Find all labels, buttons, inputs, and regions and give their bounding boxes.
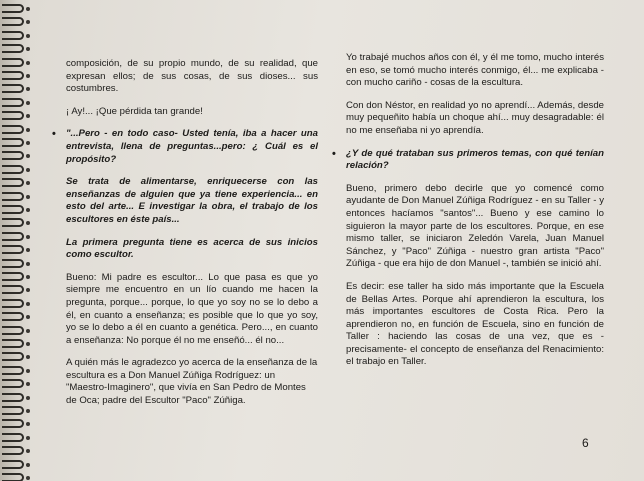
binding-ring-icon	[2, 31, 24, 40]
binding-ring-icon	[2, 84, 24, 93]
binding-ring-icon	[2, 205, 24, 214]
binding-ring-icon	[2, 259, 24, 268]
binding-ring-icon	[2, 71, 24, 80]
binding-ring-icon	[2, 446, 24, 455]
right-column	[332, 52, 604, 379]
paragraph: Es decir: ese taller ha sido más importante que la Escuela de Bellas Artes. Porque ahí aprendieron la escultura, los más importantes escultores de Costa Rica. Pero la aprendieron no, en función de Escuela, sino en función de Taller : haciendo las cosas de una vez, que es -precisamente- el concepto de enseñanza del Renacimiento: el trabajo en Taller.	[346, 280, 604, 368]
question: ¿Y de qué trataban sus primeros temas, con qué tenían relación?	[346, 147, 604, 172]
binding-ring-icon	[2, 17, 24, 26]
bullet-icon: •	[52, 128, 56, 141]
binding-ring-icon	[2, 473, 24, 481]
question: "...Pero - en todo caso- Usted tenía, iba a hacer una entrevista, llena de preguntas...pero: ¿ Cuál es el propósito?	[66, 128, 318, 165]
binding-ring-icon	[2, 165, 24, 174]
binding-ring-icon	[2, 58, 24, 67]
paragraph: Bueno, primero debo decirle que yo comencé como ayudante de Don Manuel Zúñiga Rodríguez - en su Taller - y entonces hacíamos "santos"... Bueno y ese camino lo siguieron la mayor parte de los escultores. Porque, en ese mismo taller, se iniciaron Zeledón Varela, Juan Manuel Sánchez, y "Paco" Zúñiga - nuestro gran artista "Paco" Zúñiga - que era hijo de don Manuel -, también se inició ahí.	[346, 182, 604, 270]
binding-ring-icon	[2, 151, 24, 160]
binding-ring-icon	[2, 178, 24, 187]
binding-ring-icon	[2, 192, 24, 201]
binding-ring-icon	[2, 352, 24, 361]
binding-ring-icon	[2, 125, 24, 134]
binding-ring-icon	[2, 4, 24, 13]
binding-ring-icon	[2, 393, 24, 402]
binding-ring-icon	[2, 366, 24, 375]
binding-ring-icon	[2, 111, 24, 120]
question-block	[52, 128, 318, 166]
paragraph: A quién más le agradezco yo acerca de la enseñanza de la escultura es a Don Manuel Zúñiga Rodríguez: un "Maestro-Imaginero", que vivía en San Pedro de Montes de Oca; padre del Escultor "Paco" Zúñiga.	[66, 357, 318, 407]
spiral-binding	[0, 0, 30, 481]
binding-ring-icon	[2, 379, 24, 388]
paragraph: ¡ Ay!... ¡Que pérdida tan grande!	[66, 105, 203, 117]
binding-ring-icon	[2, 326, 24, 335]
binding-ring-icon	[2, 339, 24, 348]
question: La primera pregunta tiene es acerca de sus inicios como escultor.	[66, 236, 318, 261]
paragraph: Se trata de alimentarse, enriquecerse con las enseñanzas de alguien que ya tiene experiencia... en esto del arte... E investigar la obra, el trabajo de los escultores en éste país...	[66, 176, 318, 225]
paragraph: Con don Néstor, en realidad yo no aprendí... Además, desde muy pequeñito había un choque ahí... muy desagradable: él no me enseñaba ni yo aprendía.	[346, 99, 604, 136]
paragraph: Bueno: Mi padre es escultor... Lo que pasa es que yo siempre me encuentro en un lío cuando me hacen la pregunta, porque... porque, lo que yo soy no se lo debo a él, en cuanto a enseñanza; es posible que lo que yo soy, yo se lo debo a él en cuanto a genética. Pero..., en cuanto a enseñanza: No porque él no me enseñó... él no...	[66, 271, 318, 346]
binding-ring-icon	[2, 272, 24, 281]
paragraph: Yo trabajé muchos años con él, y él me tomo, mucho interés en eso, se tomó mucho interés conmigo, él... me explicaba - con mucho cariño - cosas de la escultura.	[346, 52, 604, 89]
binding-ring-icon	[2, 406, 24, 415]
paragraph: composición, de su propio mundo, de su realidad, que expresan ellos; de sus cosas, de sus dioses... sus costumbres.	[66, 58, 318, 95]
binding-ring-icon	[2, 218, 24, 227]
page-number: 6	[582, 436, 589, 450]
binding-ring-icon	[2, 312, 24, 321]
binding-ring-icon	[2, 299, 24, 308]
binding-ring-icon	[2, 285, 24, 294]
binding-ring-icon	[2, 138, 24, 147]
bullet-icon: •	[332, 147, 336, 160]
left-column	[52, 58, 318, 418]
binding-ring-icon	[2, 460, 24, 469]
question-block	[332, 147, 604, 173]
binding-ring-icon	[2, 98, 24, 107]
binding-ring-icon	[2, 44, 24, 53]
binding-ring-icon	[2, 232, 24, 241]
binding-ring-icon	[2, 245, 24, 254]
binding-ring-icon	[2, 433, 24, 442]
binding-ring-icon	[2, 419, 24, 428]
